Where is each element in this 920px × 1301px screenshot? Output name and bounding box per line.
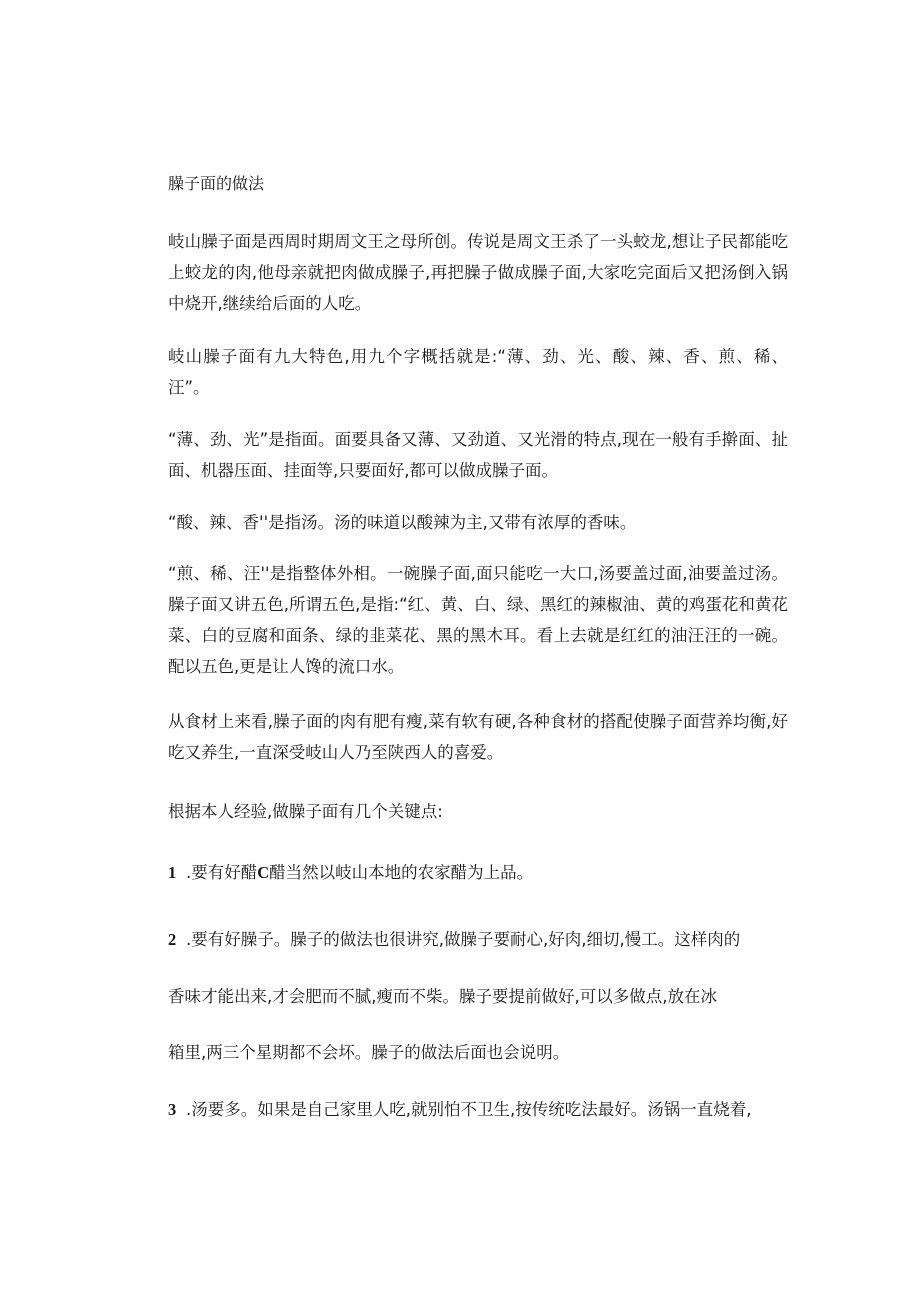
key-point-2-continued: 箱里,两三个星期都不会坏。臊子的做法后面也会说明。 [168,1043,570,1062]
key-point-number: 3 [168,1100,177,1119]
key-point-2 [168,927,788,953]
key-point-2-continued: 香味才能出来,才会肥而不腻,瘦而不柴。臊子要提前做好,可以多做点,放在冰 [168,987,717,1006]
key-point-latin: C [257,863,270,882]
key-point-text: 醋当然以岐山本地的农家醋为上品。 [269,863,534,882]
paragraph-nine-features: 岐山臊子面有九大特色,用九个字概括就是:“薄、劲、光、酸、辣、香、煎、稀、汪”。 [168,347,788,397]
key-point-text: .要有好臊子。臊子的做法也很讲究,做臊子要耐心,好肉,细切,慢工。这样肉的 [186,930,741,949]
key-point-1 [168,860,788,886]
paragraph-noodle: “薄、劲、光”是指面。面要具备又薄、又劲道、又光滑的特点,现在一般有手擀面、扯面、机器压面、挂面等,只要面好,都可以做成臊子面。 [168,430,788,480]
paragraph-soup: “酸、辣、香''是指汤。汤的味道以酸辣为主,又带有浓厚的香味。 [168,513,637,532]
paragraph-key-points-intro: 根据本人经验,做臊子面有几个关键点: [168,802,443,821]
key-point-number: 1 [168,863,177,882]
document-title: 臊子面的做法 [168,174,265,193]
key-point-number: 2 [168,930,177,949]
key-point-3 [168,1097,788,1123]
paragraph-appearance: “煎、稀、汪''是指整体外相。一碗臊子面,面只能吃一大口,汤要盖过面,油要盖过汤。臊子面又讲五色,所谓五色,是指:“红、黄、白、绿、黑红的辣椒油、黄的鸡蛋花和黄花菜、白的豆腐和面条、绿的韭菜花、黑的黑木耳。看上去就是红红的油汪汪的一碗。配以五色,更是让人馋的流口水。 [168,564,788,676]
key-point-text: .要有好醋 [186,863,258,882]
paragraph-ingredients: 从食材上来看,臊子面的肉有肥有瘦,菜有软有硬,各种食材的搭配使臊子面营养均衡,好吃又养生,一直深受岐山人乃至陕西人的喜爱。 [168,712,788,762]
key-point-text: .汤要多。如果是自己家里人吃,就别怕不卫生,按传统吃法最好。汤锅一直烧着, [186,1100,752,1119]
paragraph-origin: 岐山臊子面是西周时期周文王之母所创。传说是周文王杀了一头蛟龙,想让子民都能吃上蛟龙的肉,他母亲就把肉做成臊子,再把臊子做成臊子面,大家吃完面后又把汤倒入锅中烧开,继续给后面的人吃。 [168,232,788,313]
